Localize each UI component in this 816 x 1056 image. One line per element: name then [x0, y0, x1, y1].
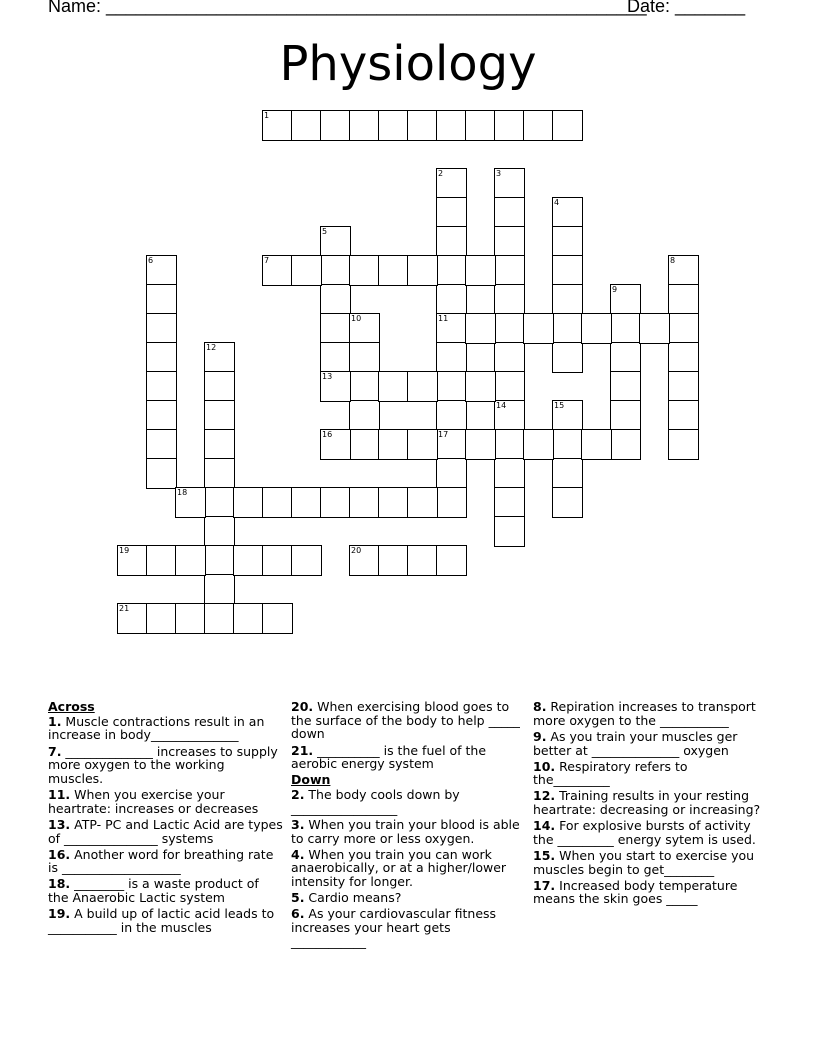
grid-cell[interactable]	[291, 255, 322, 286]
grid-cell[interactable]	[233, 487, 264, 518]
grid-cell[interactable]	[349, 313, 380, 344]
grid-cell[interactable]	[320, 342, 351, 373]
grid-cell[interactable]	[146, 429, 177, 460]
clue-item	[291, 788, 526, 815]
clue-item-text: As you train your muscles ger better at ______________ oxygen	[533, 728, 738, 758]
clue-item-number: 19.	[48, 906, 71, 922]
grid-cell[interactable]	[610, 313, 641, 344]
grid-cell[interactable]	[436, 226, 467, 257]
grid-cell[interactable]	[436, 255, 467, 286]
grid-cell[interactable]	[494, 168, 525, 199]
grid-cell[interactable]	[494, 226, 525, 257]
clue-item-number: 21.	[291, 742, 314, 758]
grid-cell[interactable]	[465, 371, 496, 402]
clues-column-2	[291, 700, 526, 951]
clue-number: 6	[148, 256, 154, 265]
clue-item-text: The body cools down by _________________	[291, 787, 460, 816]
clue-number: 19	[119, 546, 130, 555]
clue-item-number: 16.	[48, 846, 71, 862]
grid-cell[interactable]	[146, 400, 177, 431]
grid-cell[interactable]	[146, 545, 177, 576]
clue-number: 5	[322, 227, 328, 236]
clue-item-text: For explosive bursts of activity the _________ energy sytem is used.	[533, 818, 756, 847]
clue-item-number: 8.	[533, 699, 547, 714]
grid-cell[interactable]	[552, 342, 583, 373]
clue-item-number: 9.	[533, 728, 547, 744]
grid-cell[interactable]	[262, 603, 293, 634]
clue-number: 14	[496, 401, 507, 410]
clue-number: 21	[119, 604, 130, 613]
clue-item	[48, 877, 283, 904]
grid-cell[interactable]	[436, 110, 467, 141]
grid-cell[interactable]	[436, 458, 467, 489]
clue-number: 18	[177, 488, 188, 497]
grid-cell[interactable]	[320, 284, 351, 315]
clue-number: 16	[322, 430, 333, 439]
grid-cell[interactable]	[349, 110, 380, 141]
clue-item-text: Repiration increases to transport more oxygen to the ___________	[533, 699, 756, 728]
grid-cell[interactable]	[581, 429, 612, 460]
clue-number: 4	[554, 198, 560, 207]
clue-item-text: When exercising blood goes to the surface of the body to help _____ down	[291, 699, 520, 742]
grid-cell[interactable]	[494, 284, 525, 315]
clue-item-number: 14.	[533, 818, 556, 834]
grid-cell[interactable]	[378, 110, 409, 141]
clue-item-text: Cardio means?	[304, 890, 402, 906]
grid-cell[interactable]	[407, 371, 438, 402]
grid-cell[interactable]	[436, 400, 467, 431]
grid-cell[interactable]	[523, 429, 554, 460]
grid-cell[interactable]	[146, 284, 177, 315]
grid-cell[interactable]	[436, 284, 467, 315]
clues-column-1	[48, 700, 283, 937]
clue-item-text: Muscle contractions result in an increase in body______________	[48, 713, 265, 743]
grid-cell[interactable]	[204, 574, 235, 605]
grid-cell[interactable]	[668, 371, 699, 402]
grid-cell[interactable]	[320, 313, 351, 344]
clue-item-number: 7.	[48, 743, 62, 759]
grid-cell[interactable]	[204, 371, 235, 402]
grid-cell[interactable]	[523, 110, 554, 141]
grid-cell[interactable]	[668, 429, 699, 460]
grid-cell[interactable]	[407, 110, 438, 141]
grid-cell[interactable]	[436, 168, 467, 199]
grid-cell[interactable]	[146, 255, 177, 286]
grid-cell[interactable]	[436, 371, 467, 402]
grid-cell[interactable]	[349, 255, 380, 286]
clue-item	[533, 789, 768, 816]
grid-cell[interactable]	[494, 110, 525, 141]
clue-item	[291, 907, 526, 948]
grid-cell[interactable]	[146, 458, 177, 489]
clue-number: 17	[438, 430, 449, 439]
grid-cell[interactable]	[436, 197, 467, 228]
clue-item-text: ________ is a waste product of the Anaerobic Lactic system	[48, 876, 259, 906]
grid-cell[interactable]	[117, 603, 148, 634]
clue-item-text: When you train your blood is able to carry more or less oxygen.	[291, 816, 520, 846]
clue-item	[48, 907, 283, 934]
clue-item-text: Training results in your resting heartrate: decreasing or increasing?	[533, 788, 761, 818]
grid-cell[interactable]	[465, 110, 496, 141]
grid-cell[interactable]	[610, 371, 641, 402]
grid-cell[interactable]	[436, 487, 467, 518]
clue-item	[48, 848, 283, 875]
across-heading: Across	[48, 699, 95, 714]
grid-cell[interactable]	[146, 603, 177, 634]
grid-cell[interactable]	[552, 226, 583, 257]
grid-cell[interactable]	[204, 516, 235, 547]
clue-item-number: 1.	[48, 713, 62, 729]
clue-number: 9	[612, 285, 618, 294]
clue-item	[48, 715, 283, 742]
grid-cell[interactable]	[233, 545, 264, 576]
grid-cell[interactable]	[204, 545, 235, 576]
grid-cell[interactable]	[320, 255, 351, 286]
grid-cell[interactable]	[494, 371, 525, 402]
clue-number: 7	[264, 256, 270, 265]
grid-cell[interactable]	[349, 487, 380, 518]
grid-cell[interactable]	[262, 545, 293, 576]
grid-cell[interactable]	[407, 545, 438, 576]
grid-cell[interactable]	[320, 487, 351, 518]
clue-item-number: 12.	[533, 788, 556, 804]
clue-item	[48, 818, 283, 845]
clue-item-text: When you start to exercise you muscles begin to get________	[533, 847, 755, 877]
clue-item-number: 2.	[291, 787, 305, 802]
grid-cell[interactable]	[407, 487, 438, 518]
grid-cell[interactable]	[552, 429, 583, 460]
clue-item-number: 5.	[291, 890, 305, 906]
grid-cell[interactable]	[639, 313, 670, 344]
grid-cell[interactable]	[378, 545, 409, 576]
clue-item	[48, 788, 283, 815]
clue-item-text: ATP- PC and Lactic Acid are types of _______________ systems	[48, 816, 283, 846]
page-title: Physiology	[279, 36, 537, 92]
clue-item	[291, 700, 526, 741]
grid-cell[interactable]	[552, 197, 583, 228]
grid-cell[interactable]	[552, 255, 583, 286]
grid-cell[interactable]	[494, 255, 525, 286]
grid-cell[interactable]	[494, 313, 525, 344]
grid-cell[interactable]	[494, 400, 525, 431]
grid-cell[interactable]	[668, 284, 699, 315]
grid-cell[interactable]	[610, 400, 641, 431]
clue-item-number: 6.	[291, 906, 305, 922]
clue-item-number: 20.	[291, 699, 314, 714]
clue-number: 10	[351, 314, 362, 323]
grid-cell[interactable]	[204, 458, 235, 489]
grid-cell[interactable]	[668, 255, 699, 286]
grid-cell[interactable]	[436, 545, 467, 576]
grid-cell[interactable]	[262, 487, 293, 518]
grid-cell[interactable]	[465, 313, 496, 344]
clue-number: 3	[496, 169, 502, 178]
grid-cell[interactable]	[494, 429, 525, 460]
clue-item-number: 11.	[48, 787, 71, 802]
clue-item	[48, 745, 283, 786]
grid-cell[interactable]	[204, 429, 235, 460]
clue-item-text: Increased body temperature means the skin goes _____	[533, 877, 738, 907]
clue-item-text: When you exercise your heartrate: increases or decreases	[48, 787, 259, 816]
grid-cell[interactable]	[175, 603, 206, 634]
grid-cell[interactable]	[262, 255, 293, 286]
grid-cell[interactable]	[494, 516, 525, 547]
grid-cell[interactable]	[465, 255, 496, 286]
clue-number: 8	[670, 256, 676, 265]
down-heading: Down	[291, 772, 331, 788]
grid-cell[interactable]	[291, 545, 322, 576]
clue-number: 20	[351, 546, 362, 555]
grid-cell[interactable]	[668, 313, 699, 344]
clue-item	[291, 744, 526, 771]
date-label: Date: _______	[627, 0, 746, 16]
clue-item-text: Another word for breathing rate is ___________________	[48, 846, 274, 876]
clue-item	[533, 700, 768, 727]
grid-cell[interactable]	[349, 342, 380, 373]
down-clue-list-continued	[533, 700, 768, 906]
clue-item-text: __________ is the fuel of the aerobic energy system	[291, 742, 487, 772]
clue-item-text: When you train you can work anaerobically, or at a higher/lower intensity for longer.	[291, 846, 507, 889]
grid-cell[interactable]	[668, 400, 699, 431]
clue-item-number: 10.	[533, 758, 556, 774]
grid-cell[interactable]	[146, 342, 177, 373]
grid-cell[interactable]	[494, 487, 525, 518]
grid-cell[interactable]	[204, 342, 235, 373]
grid-cell[interactable]	[349, 545, 380, 576]
grid-cell[interactable]	[378, 487, 409, 518]
clue-item	[533, 819, 768, 846]
clue-item-text: ______________ increases to supply more oxygen to the working muscles.	[48, 743, 278, 786]
clue-item-number: 17.	[533, 877, 556, 893]
clue-item-number: 4.	[291, 846, 305, 862]
grid-cell[interactable]	[117, 545, 148, 576]
grid-cell[interactable]	[523, 313, 554, 344]
grid-cell[interactable]	[436, 342, 467, 373]
grid-cell[interactable]	[291, 110, 322, 141]
grid-cell[interactable]	[378, 255, 409, 286]
grid-cell[interactable]	[436, 313, 467, 344]
clue-item-text: As your cardiovascular fitness increases your heart gets ____________	[291, 906, 497, 949]
clues-column-3	[533, 700, 768, 909]
grid-cell[interactable]	[204, 487, 235, 518]
grid-cell[interactable]	[349, 400, 380, 431]
grid-cell[interactable]	[175, 487, 206, 518]
clue-item-text: A build up of lactic acid leads to ___________ in the muscles	[48, 906, 275, 935]
clue-item-number: 15.	[533, 847, 556, 863]
grid-cell[interactable]	[581, 313, 612, 344]
grid-cell[interactable]	[668, 342, 699, 373]
grid-cell[interactable]	[262, 110, 293, 141]
grid-cell[interactable]	[494, 458, 525, 489]
grid-cell[interactable]	[407, 255, 438, 286]
grid-cell[interactable]	[610, 284, 641, 315]
grid-cell[interactable]	[320, 226, 351, 257]
clue-number: 12	[206, 343, 217, 352]
grid-cell[interactable]	[378, 429, 409, 460]
clue-item	[291, 848, 526, 889]
grid-cell[interactable]	[349, 429, 380, 460]
across-clue-list	[48, 715, 283, 935]
name-label: Name: ______________________________________________________	[48, 0, 647, 16]
clue-number: 15	[554, 401, 565, 410]
grid-cell[interactable]	[320, 110, 351, 141]
clue-item	[291, 818, 526, 845]
clue-item-number: 13.	[48, 816, 71, 832]
grid-cell[interactable]	[465, 429, 496, 460]
grid-cell[interactable]	[436, 429, 467, 460]
grid-cell[interactable]	[407, 429, 438, 460]
grid-cell[interactable]	[204, 400, 235, 431]
grid-cell[interactable]	[494, 197, 525, 228]
grid-cell[interactable]	[146, 313, 177, 344]
clue-number: 1	[264, 111, 270, 120]
clue-item-number: 3.	[291, 816, 305, 832]
grid-cell[interactable]	[291, 487, 322, 518]
grid-cell[interactable]	[552, 313, 583, 344]
grid-cell[interactable]	[378, 371, 409, 402]
grid-cell[interactable]	[552, 458, 583, 489]
grid-cell[interactable]	[610, 342, 641, 373]
grid-cell[interactable]	[552, 400, 583, 431]
clue-item	[533, 730, 768, 757]
across-clue-list-continued	[291, 700, 526, 771]
clue-item-number: 18.	[48, 876, 71, 892]
grid-cell[interactable]	[494, 342, 525, 373]
clue-item	[533, 879, 768, 906]
grid-cell[interactable]	[552, 284, 583, 315]
grid-cell[interactable]	[349, 371, 380, 402]
clue-number: 11	[438, 314, 449, 323]
clue-item	[533, 760, 768, 787]
clue-item-text: Respiratory refers to the_________	[533, 758, 688, 788]
grid-cell[interactable]	[146, 371, 177, 402]
grid-cell[interactable]	[320, 371, 351, 402]
grid-cell[interactable]	[552, 487, 583, 518]
grid-cell[interactable]	[175, 545, 206, 576]
down-clue-list	[291, 788, 526, 948]
grid-cell[interactable]	[233, 603, 264, 634]
grid-cell[interactable]	[204, 603, 235, 634]
grid-cell[interactable]	[610, 429, 641, 460]
clue-number: 13	[322, 372, 333, 381]
grid-cell[interactable]	[552, 110, 583, 141]
clue-item	[291, 891, 526, 905]
clue-item	[533, 849, 768, 876]
clue-number: 2	[438, 169, 444, 178]
grid-cell[interactable]	[320, 429, 351, 460]
